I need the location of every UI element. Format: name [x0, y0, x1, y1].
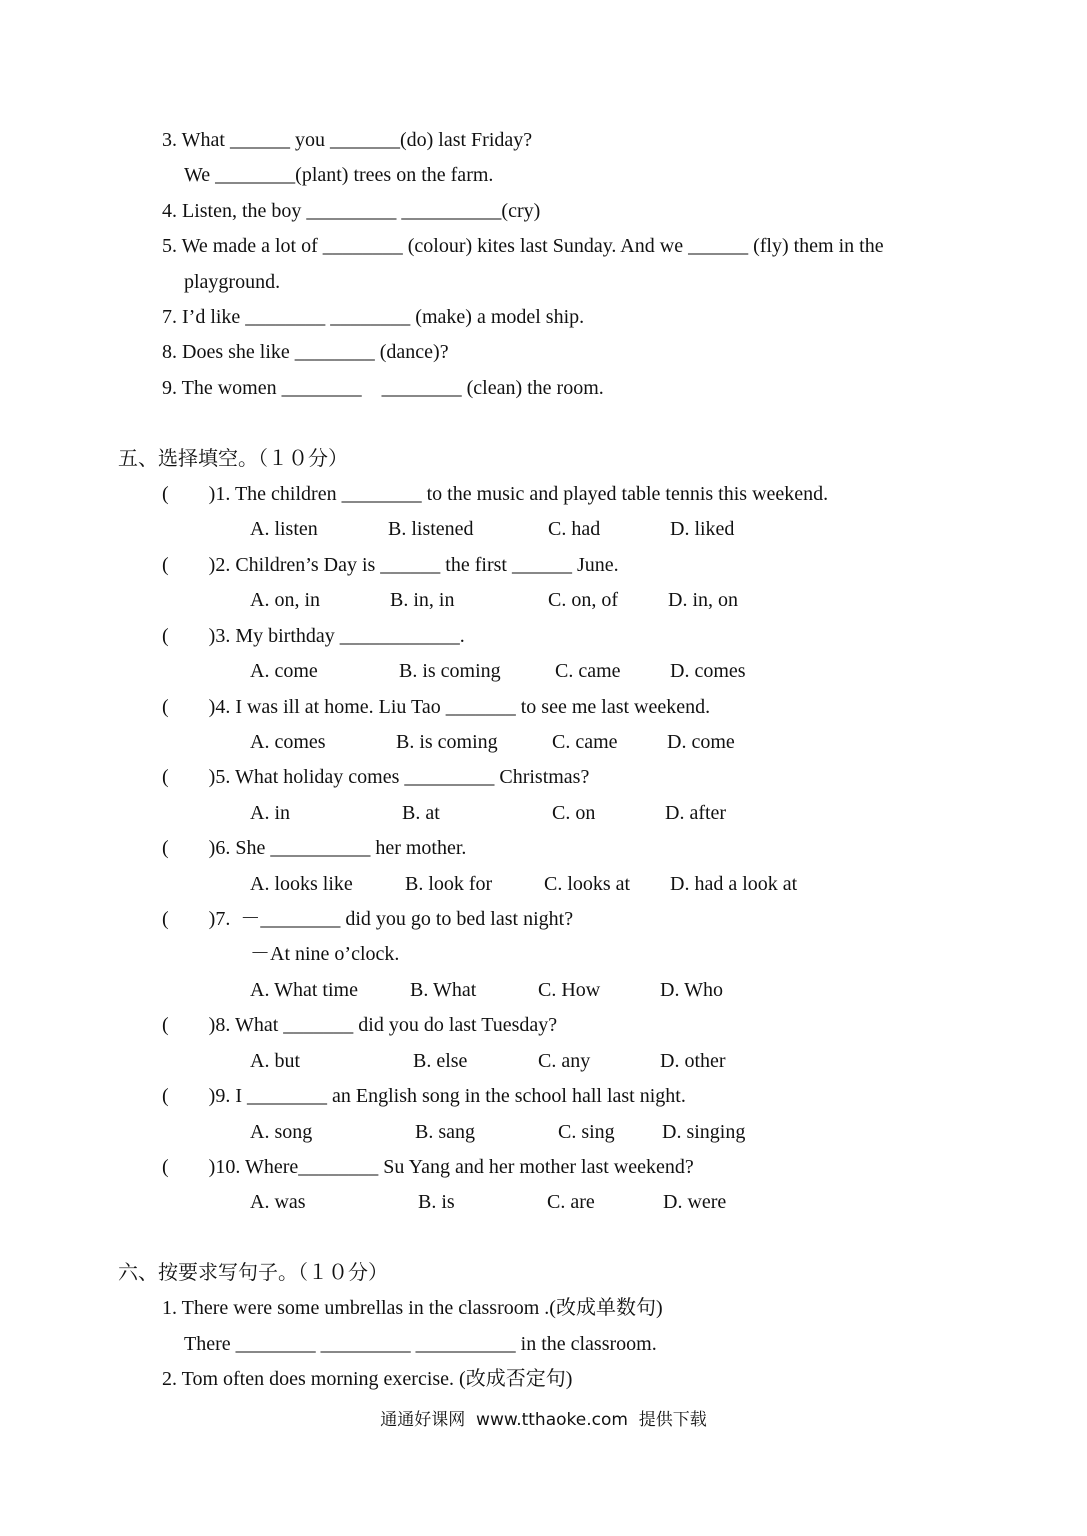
q2-option-b: B. in, in: [390, 589, 455, 611]
q9-option-a: A. song: [250, 1121, 313, 1143]
q7-stem: ( )7. －________ did you go to bed last night?: [162, 908, 574, 930]
q3-option-d: D. comes: [670, 660, 746, 682]
q10-option-d: D. were: [663, 1191, 727, 1213]
q3-option-a: A. come: [250, 660, 318, 682]
page-footer: 通通好课网 www.tthaoke.com 提供下载: [380, 1410, 707, 1430]
p4-item-5-cont: playground.: [184, 271, 281, 293]
q4-stem: ( )4. I was ill at home. Liu Tao _______ to see me last weekend.: [162, 696, 711, 718]
q3-option-c: C. came: [555, 660, 621, 682]
p4-item-3-answer: We ________(plant) trees on the farm.: [184, 164, 494, 186]
q8-option-b: B. else: [413, 1050, 468, 1072]
q5-option-d: D. after: [665, 802, 727, 824]
q4-option-a: A. comes: [250, 731, 326, 753]
q6-option-a: A. looks like: [250, 873, 353, 895]
q1-option-b: B. listened: [388, 518, 474, 540]
q8-option-c: C. any: [538, 1050, 591, 1072]
p4-item-8: 8. Does she like ________ (dance)?: [162, 341, 449, 363]
q1-option-d: D. liked: [670, 518, 735, 540]
q6-option-c: C. looks at: [544, 873, 631, 895]
q3-stem: ( )3. My birthday ____________.: [162, 625, 465, 647]
q4-option-b: B. is coming: [396, 731, 498, 753]
q4-option-d: D. come: [667, 731, 735, 753]
q7-option-d: D. Who: [660, 979, 723, 1001]
q2-stem: ( )2. Children’s Day is ______ the first ______ June.: [162, 554, 619, 576]
q6-option-d: D. had a look at: [670, 873, 798, 895]
q1-stem: ( )1. The children ________ to the music and played table tennis this weekend.: [162, 483, 829, 505]
q10-option-c: C. are: [547, 1191, 595, 1213]
q8-option-d: D. other: [660, 1050, 726, 1072]
q6-stem: ( )6. She __________ her mother.: [162, 837, 467, 859]
q5-option-c: C. on: [552, 802, 596, 824]
section-heading-5: 五、选择填空。（１０分）: [118, 446, 348, 470]
q9-stem: ( )9. I ________ an English song in the school hall last night.: [162, 1085, 686, 1107]
q10-option-a: A. was: [250, 1191, 306, 1213]
q3-option-b: B. is coming: [399, 660, 501, 682]
q7-option-a: A. What time: [250, 979, 358, 1001]
q8-option-a: A. but: [250, 1050, 300, 1072]
q7-option-b: B. What: [410, 979, 477, 1001]
p6-item-1: 1. There were some umbrellas in the classroom .(改成单数句): [162, 1297, 663, 1319]
section-heading-6: 六、按要求写句子。（１０分）: [118, 1260, 388, 1284]
q6-option-b: B. look for: [405, 873, 493, 895]
p4-item-4: 4. Listen, the boy _________ __________(cry): [162, 200, 541, 222]
q5-option-a: A. in: [250, 802, 290, 824]
p4-item-9: 9. The women ________ ________ (clean) the room.: [162, 377, 604, 399]
p6-item-2: 2. Tom often does morning exercise. (改成否定句): [162, 1368, 573, 1390]
q4-option-c: C. came: [552, 731, 618, 753]
q7-response: －At nine o’clock.: [250, 943, 400, 965]
q9-option-d: D. singing: [662, 1121, 746, 1143]
p6-item-1-answer: There ________ _________ __________ in the classroom.: [184, 1333, 657, 1355]
p4-item-5: 5. We made a lot of ________ (colour) kites last Sunday. And we ______ (fly) them in the: [162, 235, 884, 257]
q9-option-c: C. sing: [558, 1121, 615, 1143]
p4-item-3: 3. What ______ you _______(do) last Friday?: [162, 129, 533, 151]
q8-stem: ( )8. What _______ did you do last Tuesday?: [162, 1014, 558, 1036]
q2-option-c: C. on, of: [548, 589, 618, 611]
q9-option-b: B. sang: [415, 1121, 475, 1143]
q5-option-b: B. at: [402, 802, 440, 824]
q10-stem: ( )10. Where________ Su Yang and her mother last weekend?: [162, 1156, 694, 1178]
q7-option-c: C. How: [538, 979, 601, 1001]
q10-option-b: B. is: [418, 1191, 455, 1213]
q1-option-c: C. had: [548, 518, 601, 540]
q1-option-a: A. listen: [250, 518, 318, 540]
q5-stem: ( )5. What holiday comes _________ Christmas?: [162, 766, 590, 788]
p4-item-7: 7. I’d like ________ ________ (make) a model ship.: [162, 306, 585, 328]
q2-option-d: D. in, on: [668, 589, 738, 611]
q2-option-a: A. on, in: [250, 589, 320, 611]
